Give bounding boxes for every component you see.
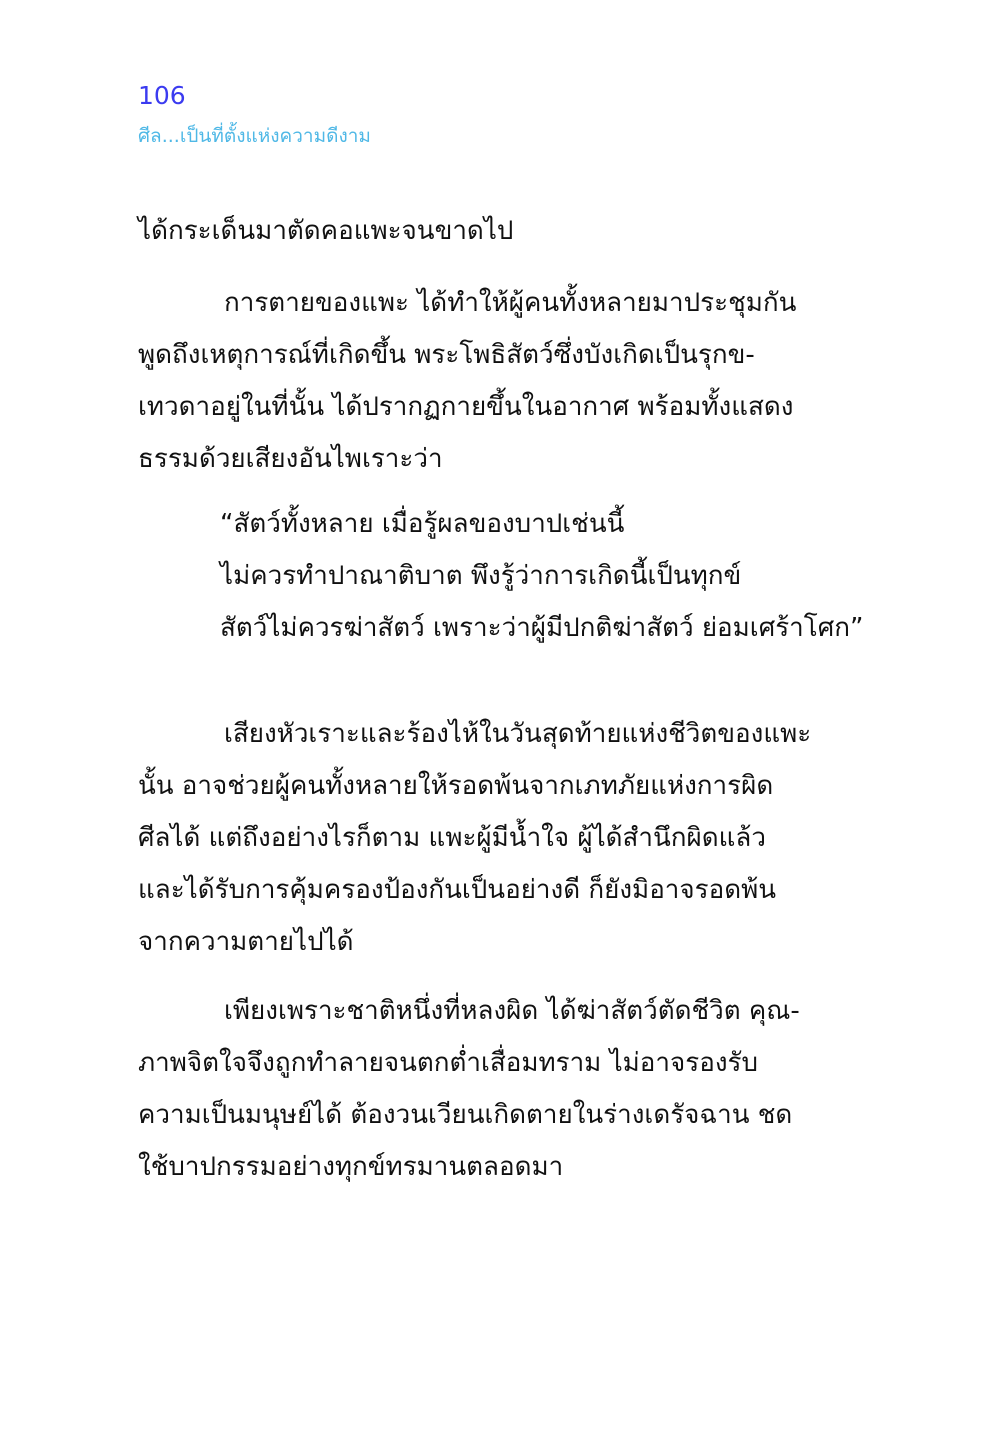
verse-quote [220,498,890,654]
paragraph-line: เพียงเพราะชาติหนึ่งที่หลงผิด ได้ฆ่าสัตว์ตัดชีวิต คุณ- [224,996,800,1026]
paragraph-line: ภาพจิตใจจึงถูกทำลายจนตกต่ำเสื่อมทราม ไม่อาจรองรับ [138,1048,758,1078]
verse-line: ไม่ควรทำปาณาติบาต พึงรู้ว่าการเกิดนี้เป็นทุกข์ [220,561,742,591]
paragraph-1 [138,205,808,257]
paragraph-line: และได้รับการคุ้มครองป้องกันเป็นอย่างดี ก็ยังมิอาจรอดพ้น [138,875,777,905]
paragraph-line: ธรรมด้วยเสียงอันไพเราะว่า [138,444,443,474]
paragraph-line: เสียงหัวเราะและร้องไห้ในวันสุดท้ายแห่งชีวิตของแพะ [224,719,812,749]
paragraph-line: การตายของแพะ ได้ทำให้ผู้คนทั้งหลายมาประชุมกัน [224,288,797,318]
paragraph-line: ความเป็นมนุษย์ได้ ต้องวนเวียนเกิดตายในร่างเดรัจฉาน ชด [138,1100,793,1130]
paragraph-line: เทวดาอยู่ในที่นั้น ได้ปรากฏกายขึ้นในอากาศ พร้อมทั้งแสดง [138,392,794,422]
paragraph-line: ใช้บาปกรรมอย่างทุกข์ทรมานตลอดมา [138,1152,564,1182]
paragraph-line: นั้น อาจช่วยผู้คนทั้งหลายให้รอดพ้นจากเภทภัยแห่งการผิด [138,771,774,801]
running-header: ศีล...เป็นที่ตั้งแห่งความดีงาม [138,125,371,147]
paragraph-line: ศีลได้ แต่ถึงอย่างไรก็ตาม แพะผู้มีน้ำใจ ผู้ได้สำนึกผิดแล้ว [138,823,766,853]
paragraph-3 [138,708,812,968]
paragraph-4 [138,985,808,1193]
paragraph-line: พูดถึงเหตุการณ์ที่เกิดขึ้น พระโพธิสัตว์ซึ่งบังเกิดเป็นรุกข- [138,340,755,370]
verse-line: “สัตว์ทั้งหลาย เมื่อรู้ผลของบาปเช่นนี้ [220,509,625,539]
paragraph-line: ได้กระเด็นมาตัดคอแพะจนขาดไป [138,216,514,246]
verse-line: สัตว์ไม่ควรฆ่าสัตว์ เพราะว่าผู้มีปกติฆ่าสัตว์ ย่อมเศร้าโศก” [220,613,864,643]
page-number: 106 [138,81,186,110]
paragraph-line: จากความตายไปได้ [138,927,354,957]
paragraph-2 [138,277,808,485]
